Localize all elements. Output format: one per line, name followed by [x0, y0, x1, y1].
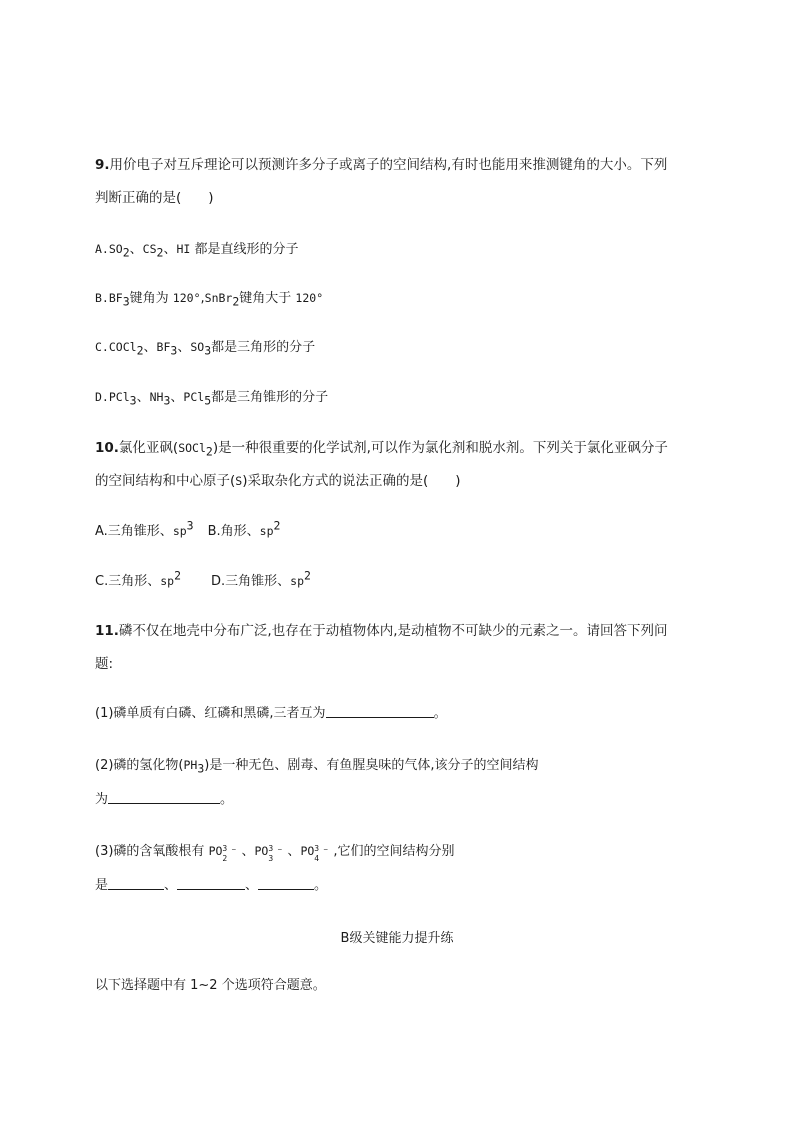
- q11-part3-line2: 是 、 、 。: [95, 878, 328, 893]
- q9-option-b[interactable]: $B.BF_3$键角为 120°,SnBr$_2$键角大于 120°: [95, 291, 324, 309]
- q11-part2-line1: (2)磷的氢化物$(PH_3)$是一种无色、剧毒、有鱼腥臭味的气体,该分子的空间结构: [95, 758, 539, 776]
- ion-po3: PO: [254, 844, 269, 858]
- ion-po4: PO: [300, 844, 315, 858]
- q11-part2-line2: 为 。: [95, 792, 234, 807]
- q9-option-a[interactable]: $A.SO_2$、$CS_2$、HI 都是直线形的分子: [95, 242, 299, 260]
- q9-stem-line2: 判断正确的是( ): [95, 190, 214, 206]
- q10-option-b[interactable]: B.角形、$sp^2$: [207, 518, 281, 539]
- q11-part1: (1)磷单质有白磷、红磷和黑磷,三者互为 。: [95, 706, 447, 721]
- q11-part3-line1: (3)磷的含氧酸根有 PO 3 2 ⁻ 、PO 3 3 ⁻ 、PO 3 4 ⁻ ,它们的空间结构分别: [95, 844, 455, 863]
- q11-number: 11.: [95, 623, 119, 639]
- section-b-title: B级关键能力提升练: [340, 931, 454, 946]
- q9-option-c[interactable]: C.COCl$_2$、$BF_3$、$SO_3$都是三角形的分子: [95, 340, 316, 358]
- q9-option-d[interactable]: D.PCl$_3$、$NH_3$、PCl$_5$都是三角锥形的分子: [95, 390, 329, 408]
- q11-stem-line1: 11.磷不仅在地壳中分布广泛,也存在于动植物体内,是动植物不可缺少的元素之一。请回答下列问: [95, 623, 668, 639]
- answer-blank-3[interactable]: [108, 877, 164, 890]
- answer-blank-1[interactable]: [326, 705, 434, 718]
- answer-blank-2[interactable]: [108, 791, 220, 804]
- q10-options-row1: [95, 518, 281, 541]
- q9-number: 9.: [95, 157, 110, 173]
- q10-number: 10.: [95, 440, 119, 456]
- answer-blank-4[interactable]: [177, 877, 245, 890]
- q10-stem-line1: 10.氯化亚砜(SOCl$_2$)是一种很重要的化学试剂,可以作为氯化剂和脱水剂。下列关于氯化亚砜分子: [95, 440, 668, 459]
- q11-stem-line2: 题:: [95, 656, 114, 672]
- q10-stem-line2: 的空间结构和中心原子(S)采取杂化方式的说法正确的是( ): [95, 473, 461, 489]
- section-b-note: 以下选择题中有 1~2 个选项符合题意。: [95, 978, 326, 993]
- q10-option-c[interactable]: C.三角形、$sp^2$: [95, 568, 182, 589]
- q10-option-d[interactable]: D.三角锥形、$sp^2$: [211, 568, 311, 589]
- q10-options-row2: [95, 568, 311, 591]
- q9-stem-line1: 9.用价电子对互斥理论可以预测许多分子或离子的空间结构,有时也能用来推测键角的大小。下列: [95, 157, 668, 173]
- ion-po2: PO: [208, 844, 223, 858]
- answer-blank-5[interactable]: [258, 877, 314, 890]
- q10-option-a[interactable]: A.三角锥形、$sp^3$: [95, 518, 194, 539]
